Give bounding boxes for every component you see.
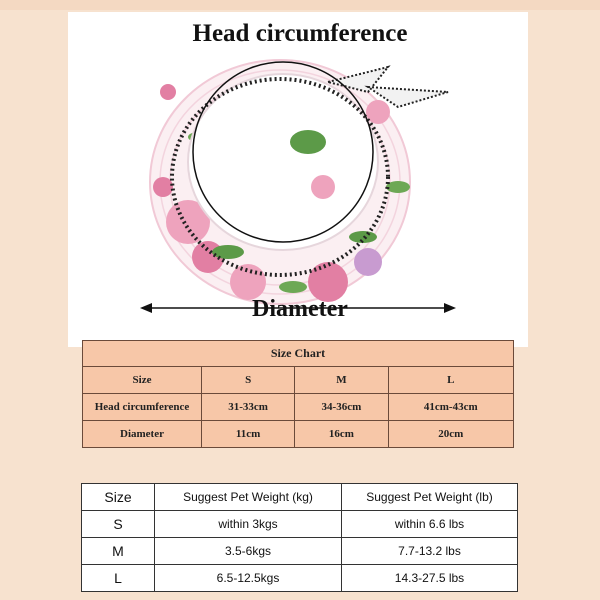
weight-table [81, 483, 518, 592]
top-border-strip [0, 0, 600, 10]
row-label: Head circumference [83, 394, 202, 421]
diameter-label: Diameter [252, 296, 348, 322]
table-cell: 7.7-13.2 lbs [342, 538, 518, 565]
column-header: Suggest Pet Weight (lb) [342, 484, 518, 511]
size-chart-title: Size Chart [83, 341, 514, 367]
column-header: Size [83, 367, 202, 394]
column-header: Suggest Pet Weight (kg) [155, 484, 342, 511]
table-cell: 3.5-6kgs [155, 538, 342, 565]
table-cell: L [82, 565, 155, 592]
table-cell: within 3kgs [155, 511, 342, 538]
table-cell: 41cm-43cm [388, 394, 513, 421]
column-header: L [388, 367, 513, 394]
table-row [82, 565, 518, 592]
column-header: Size [82, 484, 155, 511]
table-row [82, 484, 518, 511]
table-cell: 16cm [295, 421, 388, 448]
table-cell: S [82, 511, 155, 538]
column-header: S [202, 367, 295, 394]
table-row [83, 421, 514, 448]
column-header: M [295, 367, 388, 394]
table-cell: within 6.6 lbs [342, 511, 518, 538]
table-row [83, 394, 514, 421]
table-cell: 14.3-27.5 lbs [342, 565, 518, 592]
size-chart-table [82, 340, 514, 448]
table-row [82, 511, 518, 538]
table-cell: 34-36cm [295, 394, 388, 421]
table-row [82, 538, 518, 565]
table-cell: 31-33cm [202, 394, 295, 421]
row-label: Diameter [83, 421, 202, 448]
table-cell: 6.5-12.5kgs [155, 565, 342, 592]
table-row [83, 341, 514, 367]
table-cell: 20cm [388, 421, 513, 448]
head-circumference-label: Head circumference [192, 20, 408, 47]
table-row [83, 367, 514, 394]
table-cell: 11cm [202, 421, 295, 448]
table-cell: M [82, 538, 155, 565]
